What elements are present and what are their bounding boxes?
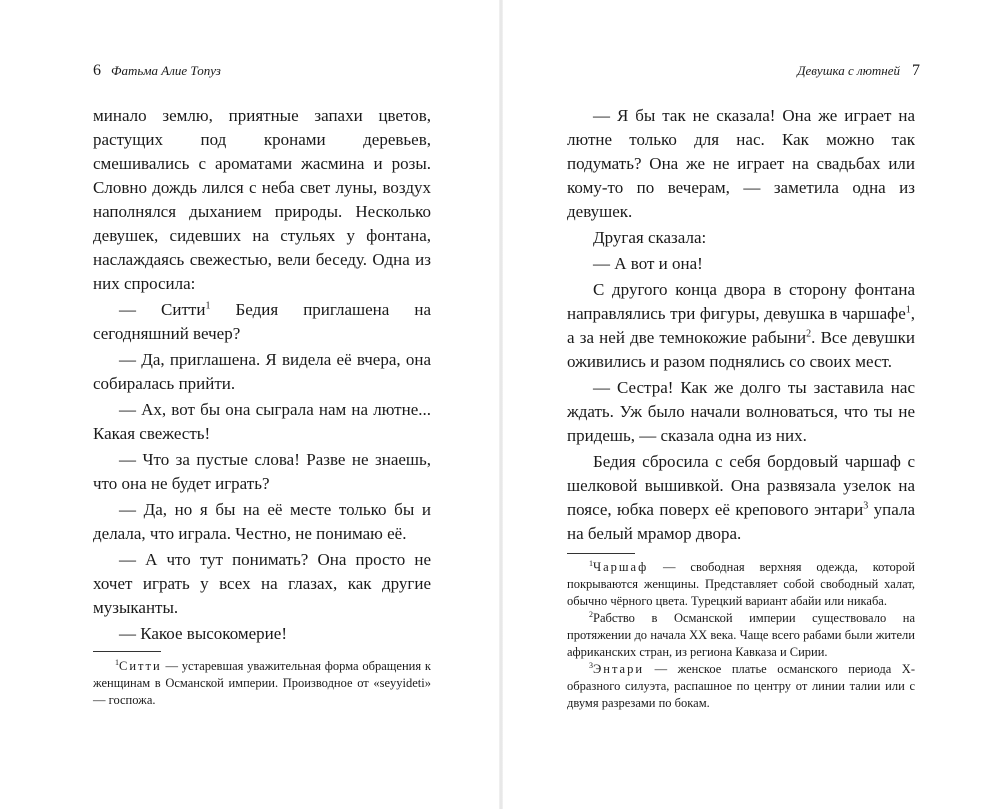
footnote: $^2$Рабство в Османской империи существовало на протяжении до начала XX века. Чаще всего рабами были жители африканских стран, из региона Кавказа и Сирии. [567, 609, 915, 659]
left-page [0, 0, 500, 809]
paragraph: минало землю, приятные запахи цветов, растущих под кронами деревьев, смешивались с ароматами жасмина и розы. Словно дождь лился с неба свет луны, воздух наполнялся дыханием природы. Несколько девушек, сидевших на стульях у фонтана, наслаждаясь свежестью, вели беседу. Одна из них спросила: [93, 106, 431, 293]
footnote-ref: 1 [905, 304, 911, 316]
paragraph: — Ах, вот бы она сыграла нам на лютне... Какая свежесть! [93, 400, 431, 443]
right-page-number: 7 [912, 62, 920, 79]
left-running-header [93, 62, 221, 80]
footnote-ref: 3 [863, 500, 869, 512]
paragraph: — Что за пустые слова! Разве не знаешь, что она не будет играть? [93, 450, 431, 493]
paragraph: Бедия сбросила с себя бордовый чаршаф с шелковой вышивкой. Она развязала узелок на поясе, юбка поверх её крепового энтари$^3$ упала на белый мрамор двора. [567, 452, 915, 543]
footnote: $^1$Ситти — устаревшая уважительная форма обращения к женщинам в Османской империи. Производное от «seyyideti» — госпожа. [93, 657, 431, 707]
footnote: $^3$Энтари — женское платье османского периода Х-образного силуэта, распашное по центру от линии талии или с двумя разрезами по бокам. [567, 660, 915, 710]
footnote: $^1$Чаршаф — свободная верхняя одежда, которой покрываются женщины. Представляет собой свободный халат, обычно чёрного цвета. Турецкий вариант абайи или никаба. [567, 558, 915, 608]
footnote-ref: 2 [806, 328, 812, 340]
footnote-ref: 1 [205, 300, 211, 312]
paragraph: — А что тут понимать? Она просто не хочет играть у всех на глазах, как другие музыканты. [93, 550, 431, 617]
left-footnotes [93, 658, 431, 709]
paragraph: С другого конца двора в сторону фонтана направлялись три фигуры, девушка в чаршафе$^1$, а за ней две темнокожие рабыни$^2$. Все девушки оживились и разом поднялись со своих мест. [567, 280, 915, 371]
paragraph: — Какое высокомерие! [119, 624, 287, 643]
left-page-number: 6 [93, 62, 101, 79]
paragraph: Другая сказала: [593, 228, 707, 247]
left-body-text [93, 104, 431, 648]
right-page [503, 0, 1006, 809]
paragraph: — Я бы так не сказала! Она же играет на лютне только для нас. Как можно так подумать? Она же не играет на свадьбах или кому-то по вечерам, — заметила одна из девушек. [567, 106, 915, 221]
paragraph: — Да, приглашена. Я видела её вчера, она собиралась прийти. [93, 350, 431, 393]
footnote-divider [567, 553, 635, 554]
paragraph: — Сестра! Как же долго ты заставила нас ждать. Уж было начали волноваться, что ты не придешь, — сказала одна из них. [567, 378, 915, 445]
right-running-header [797, 62, 920, 80]
right-footnotes [567, 559, 915, 712]
left-running-head: Фатьма Алие Топуз [111, 63, 221, 78]
paragraph: — Да, но я бы на её месте только бы и делала, что играла. Честно, не понимаю её. [93, 500, 431, 543]
right-body-text [567, 104, 915, 548]
right-running-head: Девушка с лютней [797, 63, 900, 78]
footnote-divider [93, 651, 161, 652]
paragraph: — А вот и она! [593, 254, 703, 273]
paragraph: — Ситти$^1$ Бедия приглашена на сегодняшний вечер? [93, 300, 431, 343]
